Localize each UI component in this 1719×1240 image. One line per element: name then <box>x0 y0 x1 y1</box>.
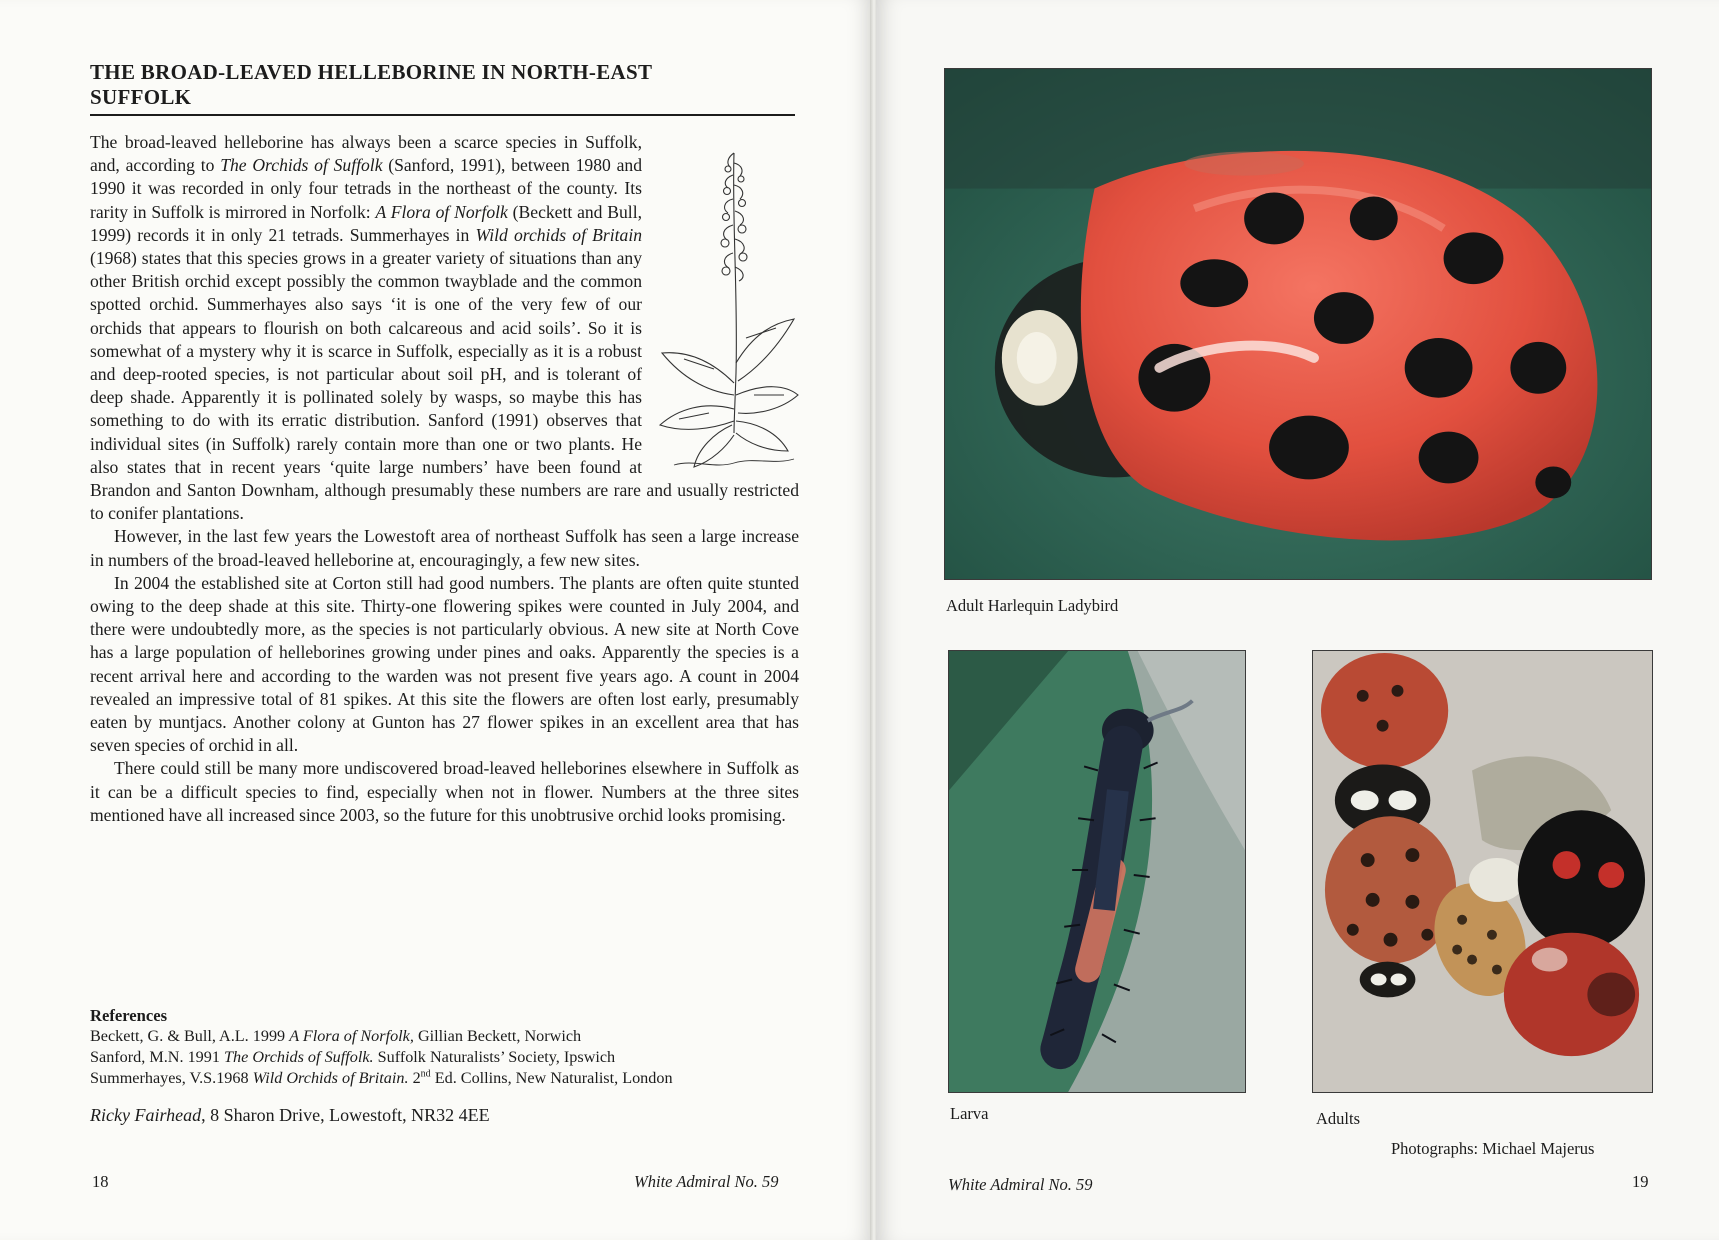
page-number-left: 18 <box>92 1172 109 1191</box>
paragraph-3: In 2004 the established site at Corton still had good numbers. The plants are often quite stunted owing to the deep shade at this site. Thirty-one flowering spikes were counted in July 2004, and there were undoubtedly more, as the species is not particularly obvious. A new site at North Cove has a large population of helleborines growing under pines and oaks. Apparently the species is a recent arrival here and according to the warden was not present five years ago. A count in 2004 revealed an impressive total of 81 spikes. At this site the flowers are often lost early, presumably eaten by muntjacs. Another colony at Gunton has 27 flower spikes in an excellent area that has seven species of orchid in all. <box>90 572 799 756</box>
article-title <box>90 60 795 116</box>
book-title: Wild orchids of Britain <box>475 224 643 245</box>
photo-larva <box>948 650 1246 1093</box>
paragraph-1: The broad-leaved helleborine has always been a scarce species in Suffolk, and, according to The Orchids of Suffolk (Sanford, 1991), between 1980 and 1990 it was recorded in only four tetrads in the northeast of the county. Its rarity in Suffolk is mirrored in Norfolk: A Flora of Norfolk (Beckett and Bull, 1999) records it in only 21 tetrads. Summerhayes in Wild orchids of Britain (1968) states that this species grows in a greater variety of situations than any other British orchid except possibly the common twayblade and the common spotted orchid. Summerhayes also says ‘it is one of the very few of our orchids that appears to flourish on both calcareous and acid soils’. So it is somewhat of a mystery why it is scarce in Suffolk, especially as it is a robust and deep-rooted species, is not particular about soil pH, and is tolerant of deep shade. Apparently it is pollinated solely by wasps, so maybe this has something to do with its erratic distribution. Sanford (1991) observes that individual sites (in Suffolk) rarely contain more than one or two plants. He also states that in recent years ‘quite large numbers’ have been found at Brandon and Santon Downham, although presumably these numbers are rare and usually restricted to conifer plantations. <box>90 132 799 524</box>
author-name: Ricky Fairhead <box>90 1105 202 1125</box>
book-title: A Flora of Norfolk <box>375 201 508 222</box>
title-line-2: SUFFOLK <box>90 85 192 109</box>
reference-item: Sanford, M.N. 1991 The Orchids of Suffolk. Suffolk Naturalists’ Society, Ipswich <box>90 1048 616 1066</box>
caption-larva: Larva <box>950 1104 989 1123</box>
caption-adult-harlequin-ladybird: Adult Harlequin Ladybird <box>946 596 1119 615</box>
author-address: , 8 Sharon Drive, Lowestoft, NR32 4EE <box>201 1105 490 1125</box>
reference-item: Beckett, G. & Bull, A.L. 1999 A Flora of Norfolk, Gillian Beckett, Norwich <box>90 1027 582 1045</box>
title-line-1: THE BROAD-LEAVED HELLEBORINE IN NORTH-EAST <box>90 60 653 84</box>
references-heading: References <box>90 1006 168 1025</box>
photo-adult-harlequin-ladybird <box>944 68 1652 580</box>
photo-credit: Photographs: Michael Majerus <box>1391 1139 1595 1158</box>
reference-item: Summerhayes, V.S.1968 Wild Orchids of Britain. 2nd Ed. Collins, New Naturalist, London <box>90 1068 673 1087</box>
paragraph-2: However, in the last few years the Lowestoft area of northeast Suffolk has seen a large increase in numbers of the broad-leaved helleborine at, encouragingly, a few new sites. <box>90 526 799 570</box>
author-line <box>90 1105 810 1126</box>
references <box>90 1005 810 1089</box>
running-footer-left: White Admiral No. 59 <box>634 1172 779 1191</box>
page-number-right: 19 <box>1632 1172 1649 1191</box>
running-footer-right: White Admiral No. 59 <box>948 1175 1093 1194</box>
helleborine-illustration <box>654 133 799 477</box>
paragraph-4: There could still be many more undiscovered broad-leaved helleborines elsewhere in Suffolk as it can be a difficult species to find, especially when not in flower. Numbers at the three sites mentioned have all increased since 2003, so the future for this unobtrusive orchid looks promising. <box>90 758 799 825</box>
right-page <box>876 0 1719 1240</box>
photo-adults <box>1312 650 1653 1093</box>
caption-adults: Adults <box>1316 1109 1361 1128</box>
article-body <box>90 131 799 827</box>
book-title: The Orchids of Suffolk <box>220 155 383 176</box>
